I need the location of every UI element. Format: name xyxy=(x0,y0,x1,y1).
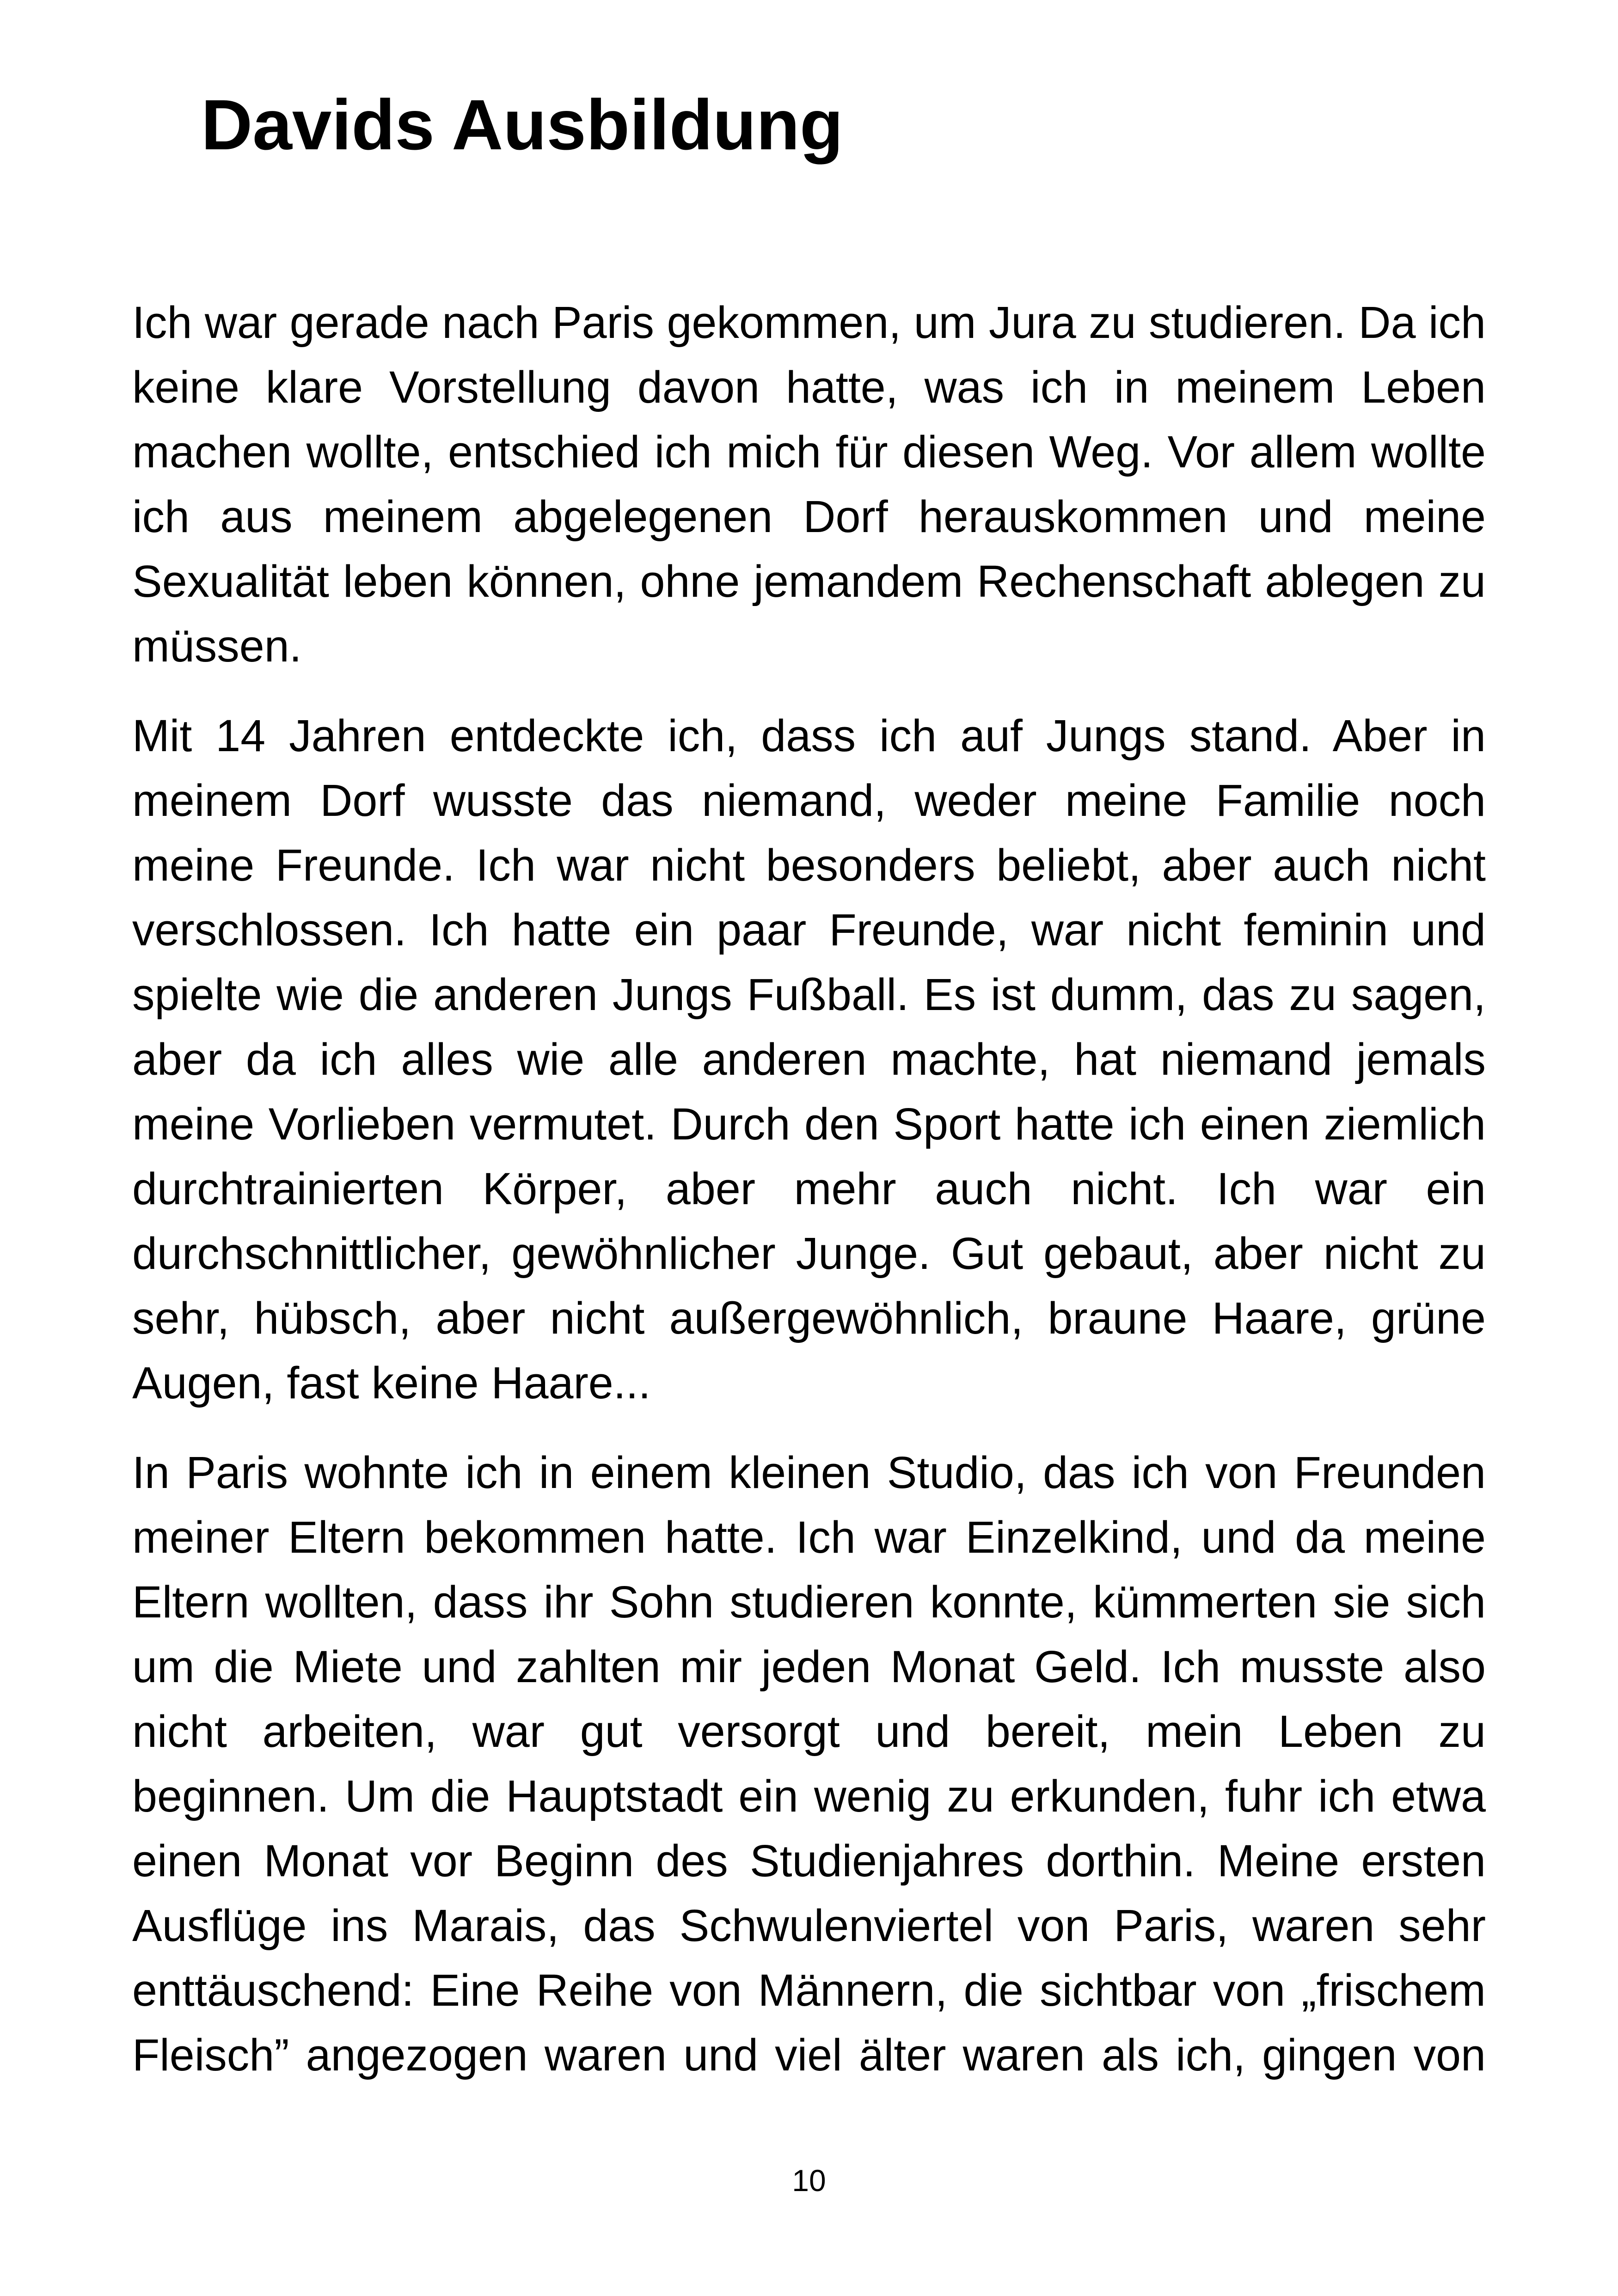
body-text xyxy=(132,290,1486,2112)
page-number: 10 xyxy=(792,2163,826,2198)
paragraph-2: Mit 14 Jahren entdeckte ich, dass ich auf Jungs stand. Aber in meinem Dorf wusste das niemand, weder meine Familie noch meine Freunde. Ich war nicht besonders beliebt, aber auch nicht verschlossen. Ich hatte ein paar Freunde, war nicht feminin und spielte wie die anderen Jungs Fußball. Es ist dumm, das zu sagen, aber da ich alles wie alle anderen machte, hat niemand jemals meine Vorlieben vermutet. Durch den Sport hatte ich einen ziemlich durchtrainierten Körper, aber mehr auch nicht. Ich war ein durchschnittlicher, gewöhnlicher Junge. Gut gebaut, aber nicht zu sehr, hübsch, aber nicht außergewöhnlich, braune Haare, grüne Augen, fast keine Haare... xyxy=(132,710,1486,1408)
paragraph-1: Ich war gerade nach Paris gekommen, um Jura zu studieren. Da ich keine klare Vorstellung davon hatte, was ich in meinem Leben machen wollte, entschied ich mich für diesen Weg. Vor allem wollte ich aus meinem abgelegenen Dorf herauskommen und meine Sexualität leben können, ohne jemandem Rechenschaft ablegen zu müssen. xyxy=(132,297,1486,671)
chapter-title: Davids Ausbildung xyxy=(201,85,843,165)
paragraph-3: In Paris wohnte ich in einem kleinen Studio, das ich von Freunden meiner Eltern bekommen hatte. Ich war Einzelkind, und da meine Eltern wollten, dass ihr Sohn studieren konnte, kümmerten sie sich um die Miete und zahlten mir jeden Monat Geld. Ich musste also nicht arbeiten, war gut versorgt und bereit, mein Leben zu beginnen. Um die Hauptstadt ein wenig zu erkunden, fuhr ich etwa einen Monat vor Beginn des Studienjahres dorthin. Meine ersten Ausflüge ins Marais, das Schwulenviertel von Paris, waren sehr enttäuschend: Eine Reihe von Männern, die sichtbar von „frischem Fleisch” angezogen waren und viel älter waren als ich, gingen von xyxy=(132,1447,1486,2080)
